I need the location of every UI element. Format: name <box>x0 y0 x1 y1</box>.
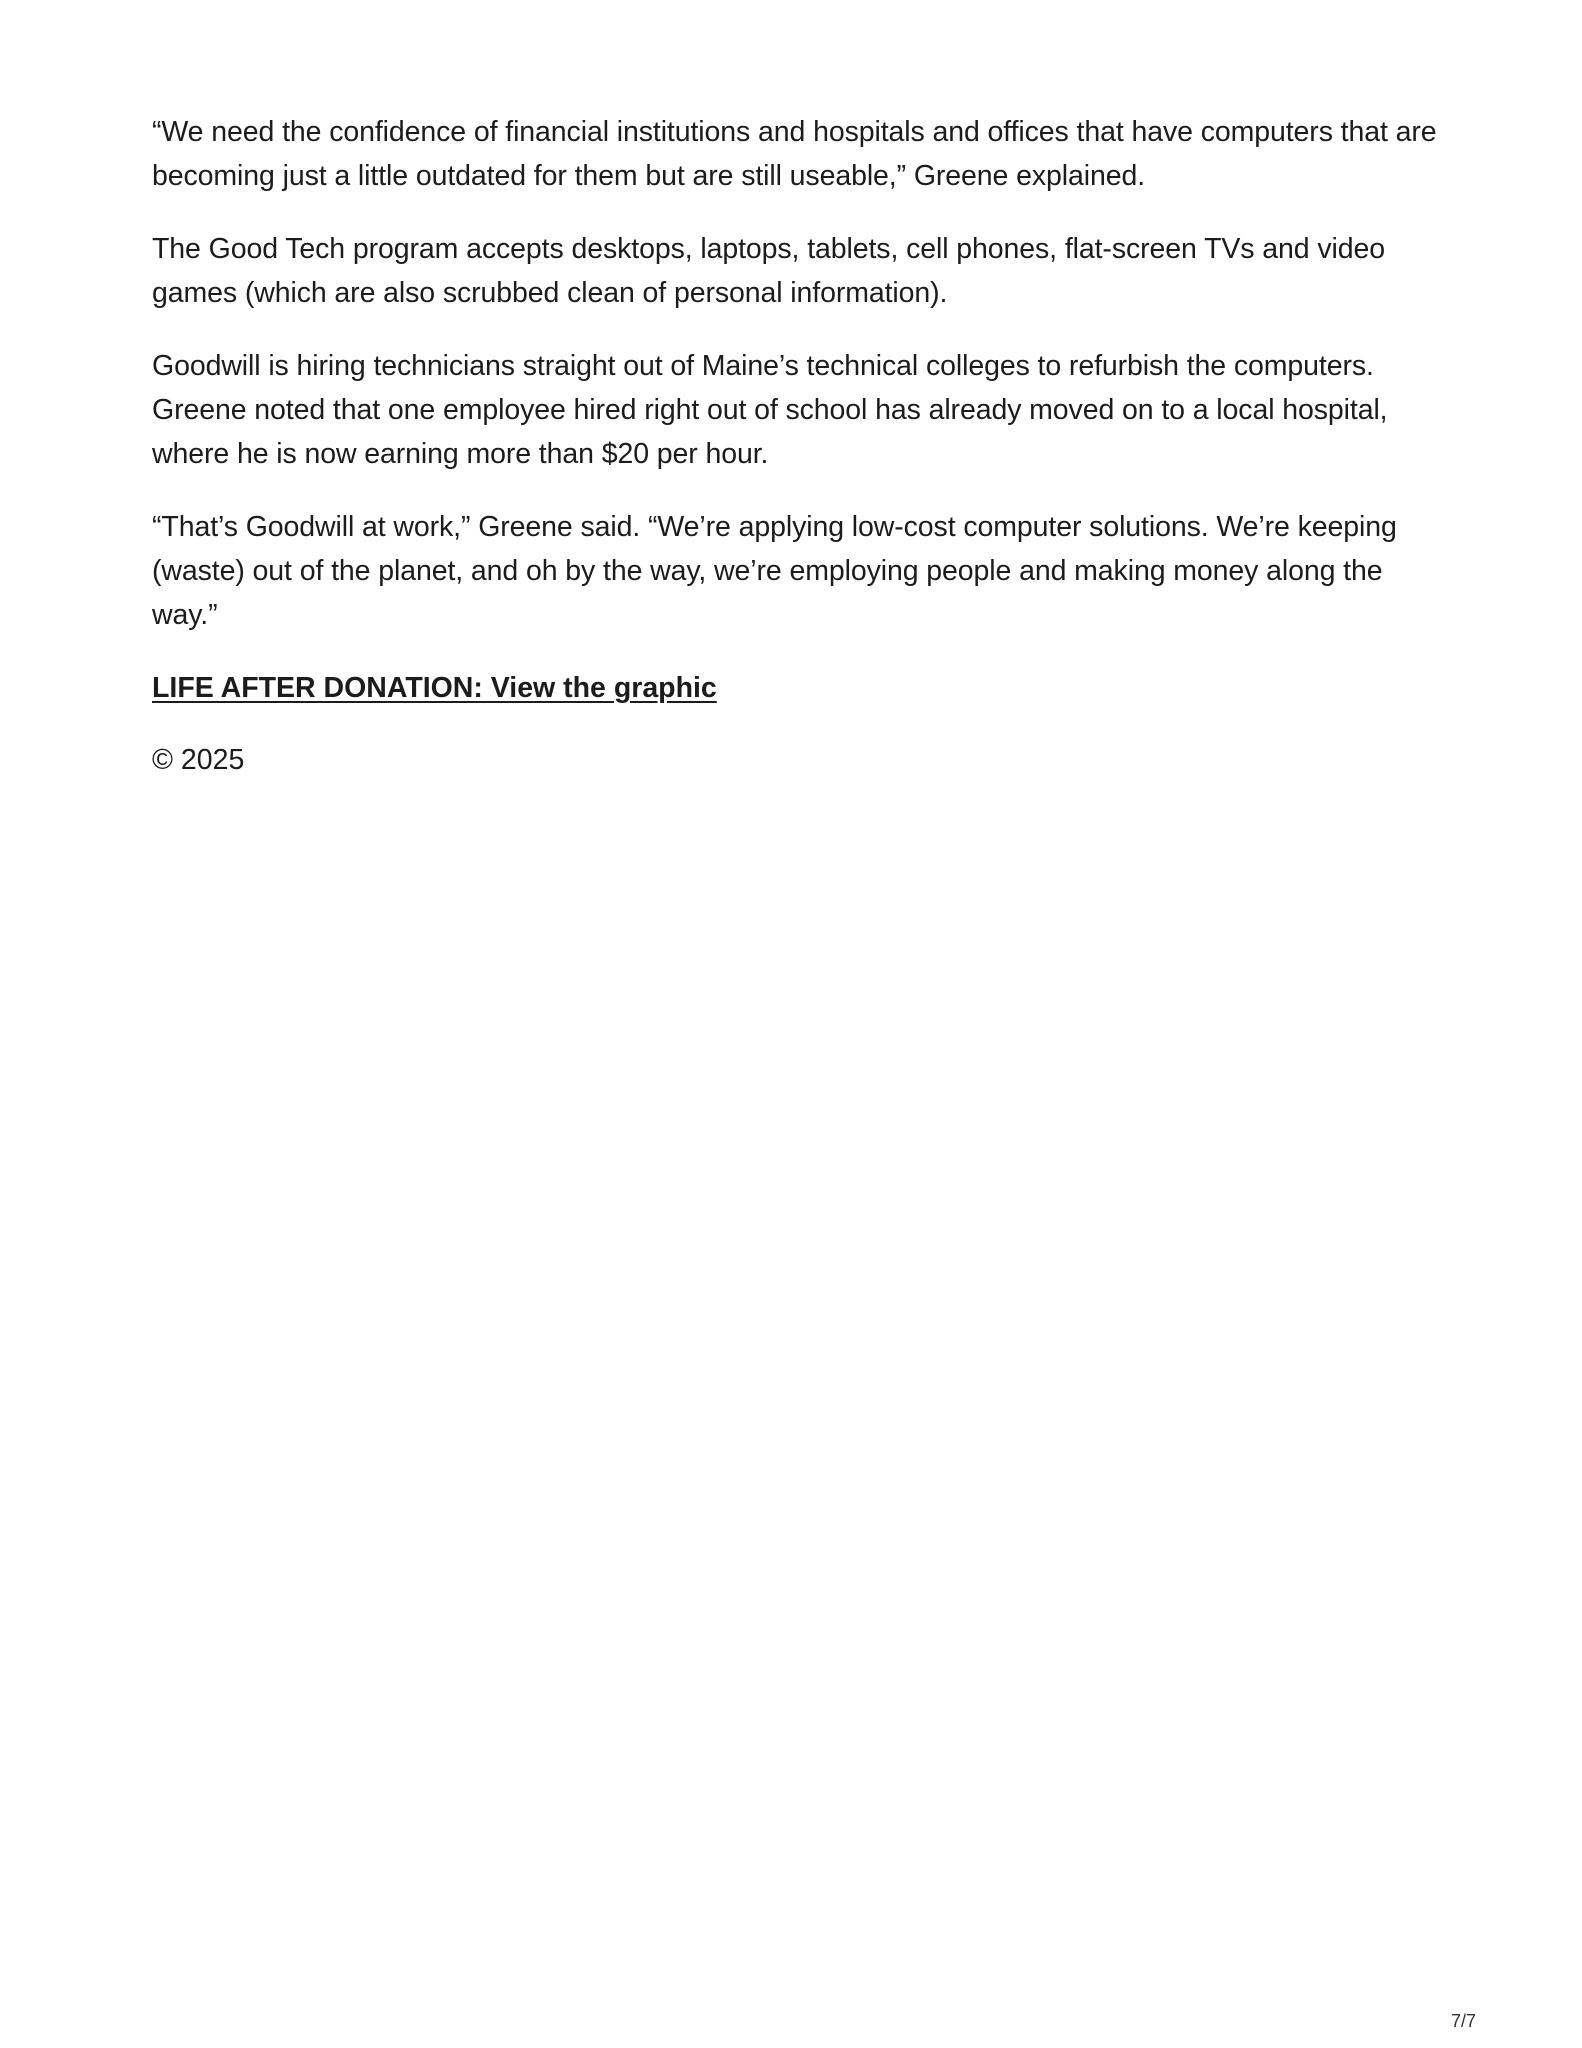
article-paragraph: “We need the confidence of financial institutions and hospitals and offices that have computers that are becoming just a little outdated for them but are still useable,” Greene explained. <box>152 116 1437 192</box>
article-paragraph: The Good Tech program accepts desktops, laptops, tablets, cell phones, flat-screen TVs and video games (which are also scrubbed clean of personal information). <box>152 233 1385 309</box>
article-paragraph: “That’s Goodwill at work,” Greene said. “We’re applying low-cost computer solutions. We’re keeping (waste) out of the planet, and oh by the way, we’re employing people and making money along the way.” <box>152 511 1397 631</box>
article-body <box>152 110 1442 782</box>
page-number: 7/7 <box>1450 2011 1476 2031</box>
article-paragraph: Goodwill is hiring technicians straight out of Maine’s technical colleges to refurbish the computers. Greene noted that one employee hired right out of school has already moved on to a local hospital, where he is now earning more than $20 per hour. <box>152 350 1388 470</box>
graphic-link[interactable]: LIFE AFTER DONATION: View the graphic <box>152 672 717 704</box>
copyright-notice: © 2025 <box>152 744 245 776</box>
